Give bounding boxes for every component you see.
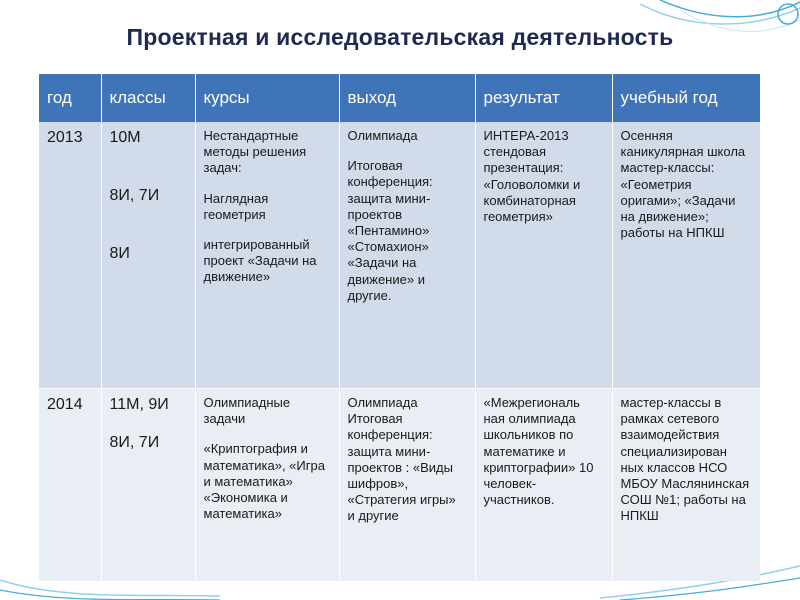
course-item: Нестандартные методы решения задач: — [203, 128, 307, 176]
cell-result — [475, 122, 612, 389]
cell-school-year — [612, 389, 760, 582]
cell-year — [39, 389, 101, 582]
school-year-item: мастер-классы в рамках сетевого взаимодействия специализирован ных классов НСО МБОУ Маслянинская СОШ №1; работы на НПКШ — [620, 395, 750, 524]
cell-result — [475, 389, 612, 582]
header-year: год — [39, 74, 101, 122]
cell-classes — [101, 122, 195, 389]
table-row — [39, 122, 760, 389]
output-item: Олимпиада Итоговая конференция: защита мини-проектов : «Виды шифров», «Стратегия игры» и другие — [347, 395, 456, 524]
header-courses: курсы — [195, 74, 339, 122]
output-item: Олимпиада — [347, 128, 418, 143]
cell-year — [39, 122, 101, 389]
table-header-row — [39, 74, 760, 122]
cell-output — [339, 389, 475, 582]
cell-school-year — [612, 122, 760, 389]
class-group: 8И, 7И — [109, 187, 160, 204]
output-item: Итоговая конференция: защита мини-проектов «Пентамино» «Стомахион» «Задачи на движение» и другие. — [347, 158, 433, 303]
slide-title: Проектная и исследовательская деятельность — [126, 24, 674, 50]
header-result: результат — [475, 74, 612, 122]
header-school-year: учебный год — [612, 74, 760, 122]
cell-output — [339, 122, 475, 389]
course-item: интегрированный проект «Задачи на движение» — [203, 237, 317, 285]
cell-courses — [195, 389, 339, 582]
course-item: Наглядная геометрия — [203, 190, 269, 222]
class-group: 8И, 7И — [109, 434, 160, 451]
result-item: ИНТЕРА-2013 стендовая презентация: «Головоломки и комбинаторная геометрия» — [483, 128, 581, 225]
class-group: 8И — [109, 245, 130, 262]
school-year-item: Осенняя каникулярная школа мастер-классы: «Геометрия оригами»; «Задачи на движение»; работы на НПКШ — [620, 128, 746, 241]
cell-courses — [195, 122, 339, 389]
course-item: «Криптография и математика», «Игра и математика» «Экономика и математика» — [203, 441, 325, 522]
table-row — [39, 389, 760, 582]
course-item: Олимпиадные задачи — [203, 395, 291, 427]
header-output: выход — [339, 74, 475, 122]
class-group: 10М — [109, 129, 141, 146]
result-item: «Межрегиональ ная олимпиада школьников по математике и криптографии» 10 человек-участников. — [483, 395, 594, 508]
year-value: 2013 — [47, 129, 83, 146]
year-value: 2014 — [47, 396, 83, 413]
class-group: 11М, 9И — [109, 396, 169, 413]
activity-table — [39, 74, 760, 581]
cell-classes — [101, 389, 195, 582]
header-classes: классы — [101, 74, 195, 122]
